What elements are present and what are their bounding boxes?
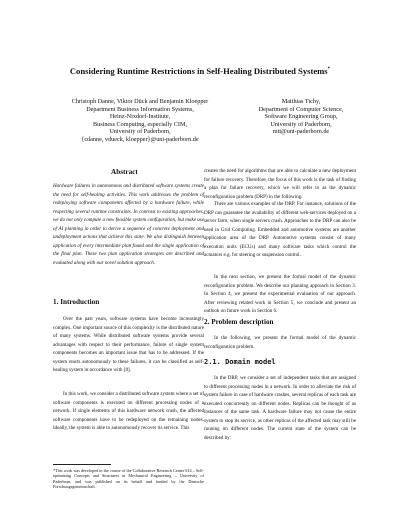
- author-line: Software Engineering Group,: [264, 113, 338, 121]
- footnote: *This work was developed in the course of the Collaborative Research Center 614 – Self-optimizing Concepts and Structures in Mechanical Engineering – University of Paderborn, and was published on its behalf and funded by the Deutsche Forschungsgemeinschaft.: [53, 468, 204, 490]
- subsection-heading-domain-model: 2.1. Domain model: [204, 358, 276, 366]
- title-footnote-mark: *: [327, 67, 331, 73]
- author-line: Christoph Danne, Viktor Dück and Benjamin Kloepper: [71, 98, 209, 105]
- paper-title-text: Considering Runtime Restrictions in Self-Healing Distributed Systems: [69, 66, 328, 76]
- author-line: Department of Computer Science,: [258, 105, 344, 113]
- abstract-heading: Abstract: [111, 168, 138, 176]
- author-line: Business Computing, especially CIM,: [92, 120, 187, 128]
- abstract-text: Hardware failures in autonomous and distributed software systems create the need for self-healing activities. This work addresses the problem of redeploying software components affected by a hardware failure, while respecting several runtime constraints. In contrast to existing approaches, we do not only compute a new feasible system configuration, but make use of AI planning in order to derive a sequence of concrete deployment and undeployment actions that achieve this state. We also distinguish between application of every intermediate plan found and the single application of the final plan. These two plan application strategies are described and evaluated along with our novel solution approach.: [53, 183, 204, 266]
- authors-left-block: [40, 98, 240, 144]
- author-line: {cdanne, vdueck, kloepper}@uni-paderborn.de: [81, 135, 199, 143]
- author-line: mtt@uni-paderborn.de: [272, 128, 330, 136]
- author-line: University of Paderborn,: [109, 128, 171, 136]
- author-line: University of Paderborn,: [270, 120, 332, 128]
- author-line: Department Business Information Systems,: [86, 105, 194, 113]
- body-paragraph: In the next section, we present the formal model of the dynamic reconfiguration problem. We describe our planning approach in Section 3. In Section 4, we present the experimental evaluation of our approach. After reviewing related work in Section 5, we conclude and present an outlook on future work in Section 6.: [204, 274, 356, 314]
- paper-title: [0, 66, 400, 76]
- intro-paragraph: Over the past years, software systems have become increasingly complex. One important source of this complexity is the distributed nature of many systems. While distributed software systems provide several advantages with respect to their performance, failure of single system components becomes an important issue that has to be addressed. If the system reacts autonomously to these failures, it can be classified as self-healing system in accordance with [8].: [53, 316, 204, 373]
- body-paragraph: There are various examples of the DRP. For instance, solutions of the DRP can guarantee the availability of different web-services deployed on a server farm, when single servers crash. Approaches to the DRP can also be used in Grid Computing. Embedded and automotive systems are another application area of the DRP. Automotive systems consist of many execution units (ECUs) and many software tasks which control the actuators e.g. for steering or suspension control.: [204, 201, 356, 258]
- intro-paragraph: In this work, we consider a distributed software system where a set of software components is executed on different processing nodes of a network. If single elements of this hardware network crash, the affected software components have to be redeployed on the remaining nodes. Ideally, the system is able to autonomously recover its service. This: [53, 391, 204, 431]
- section-heading-introduction: 1. Introduction: [53, 298, 100, 306]
- body-paragraph: creates the need for algorithms that are able to calculate a new deployment for failure recovery. Therefore, the focus of this work is the task of finding a plan for failure recovery, which we will refer to as the dynamic reconfiguration problem (DRP) in the following.: [204, 168, 356, 200]
- author-line: Matthias Tichy,: [281, 98, 321, 105]
- authors-right-block: [236, 98, 366, 136]
- body-paragraph: In the following, we present the formal model of the dynamic reconfiguration problem.: [204, 335, 356, 350]
- author-line: Heinz-Nixdorf-Institute,: [109, 113, 171, 121]
- footnote-rule: [53, 464, 111, 465]
- body-paragraph: In the DRP, we consider a set of independent tasks that are assigned to different processing nodes in a network. In order to alleviate the risk of system failure in case of hardware crashes, several replicas of each task are executed concurrently on different nodes. Replicas can be thought of as instances of the same task. A hardware failure may not cause the entire system to stop its service, as other replicas of the affected task may still be running on different nodes. The current state of the system can be described by:: [204, 375, 356, 441]
- section-heading-problem-description: 2. Problem description: [204, 318, 274, 326]
